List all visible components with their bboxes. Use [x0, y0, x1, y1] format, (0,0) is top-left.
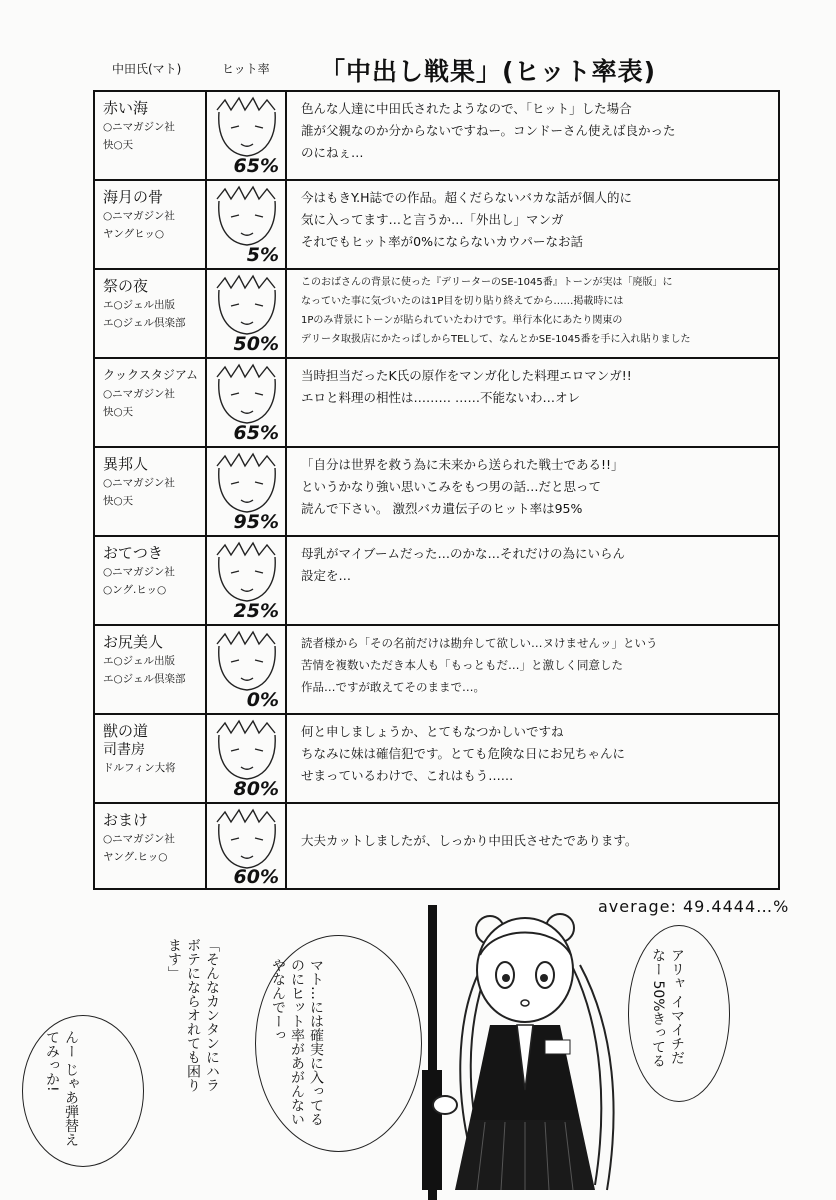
- table-row: [95, 270, 778, 359]
- work-title: おてつき: [103, 544, 163, 562]
- comment-line: というかなり強い思いこみをもつ男の話…だと思って: [301, 479, 602, 494]
- column-header-hit-rate: ヒット率: [222, 62, 270, 76]
- comment-line: 大夫カットしましたが、しっかり中田氏させたであります。: [301, 833, 638, 848]
- work-cell: [95, 448, 207, 535]
- work-cell: [95, 804, 207, 890]
- work-publisher: 司書房: [103, 742, 145, 758]
- work-cell: [95, 181, 207, 268]
- comment-line: 何と申しましょうか、とてもなつかしいですね: [301, 724, 564, 739]
- hit-rate-value: 95%: [233, 511, 279, 533]
- speech-text-right: アリャ イマイチだなー 50%きってる: [650, 948, 685, 1068]
- comment-cell: [287, 92, 778, 179]
- hit-rate-cell: [207, 537, 287, 624]
- hit-rate-value: 0%: [246, 689, 279, 711]
- work-cell: [95, 270, 207, 357]
- work-title: 海月の骨: [103, 188, 164, 206]
- comment-line: 誰が父親なのか分からないですねー。コンドーさん使えば良かった: [301, 123, 676, 138]
- comment-line: 読んで下さい。 激烈バカ遺伝子のヒット率は95%: [301, 501, 583, 516]
- work-magazine: エ○ジェル倶楽部: [103, 673, 186, 685]
- comment-line: なっていた事に気づいたのは1P目を切り貼り終えてから……掲載時には: [301, 296, 624, 307]
- work-magazine: 快○天: [103, 139, 134, 151]
- hit-rate-cell: [207, 715, 287, 802]
- work-magazine: 快○天: [103, 406, 134, 418]
- comment-line: せまっているわけで、これはもう……: [301, 768, 514, 783]
- comment-line: 母乳がマイブームだった…のかな…それだけの為にいらん: [301, 546, 626, 561]
- comment-line: このおばさんの背景に使った『デリーターのSE-1045番』トーンが実は「廃版」に: [301, 277, 673, 288]
- work-cell: [95, 92, 207, 179]
- comment-line: デリータ取扱店にかたっぱしからTELして、なんとかSE-1045番を手に入れ貼りました: [301, 334, 691, 345]
- comment-line: 当時担当だったK氏の原作をマンガ化した料理エロマンガ!!: [301, 368, 632, 383]
- work-cell: [95, 359, 207, 446]
- table-row: [95, 181, 778, 270]
- speech-text-left: 「そんなカンタンにハラボテにならオれても困ります」: [166, 938, 220, 1092]
- hit-rate-value: 60%: [233, 866, 279, 888]
- speech-text-bottom: んー じゃあ弾替えてみっか!: [44, 1030, 79, 1147]
- comment-line: 作品…ですが敢えてそのままで…。: [301, 680, 485, 694]
- work-publisher: ○ニマガジン社: [103, 477, 175, 489]
- comment-line: 1Pのみ背景にトーンが貼られていたわけです。単行本化にあたり関東の: [301, 315, 623, 326]
- comment-line: のにねぇ…: [301, 145, 364, 160]
- hit-rate-value: 65%: [233, 155, 279, 177]
- comment-cell: [287, 626, 778, 713]
- hit-rate-cell: [207, 359, 287, 446]
- table-row: [95, 359, 778, 448]
- work-title: 異邦人: [103, 455, 149, 473]
- comment-cell: [287, 715, 778, 802]
- work-publisher: エ○ジェル出版: [103, 299, 175, 311]
- work-magazine: ヤング.ヒッ○: [103, 851, 168, 863]
- comment-cell: [287, 537, 778, 624]
- table-row: [95, 537, 778, 626]
- work-cell: [95, 626, 207, 713]
- hit-rate-table: [93, 90, 780, 890]
- comment-line: 設定を…: [301, 568, 352, 583]
- comment-line: 読者様から「その名前だけは勘弁して欲しい…ヌけませんッ」という: [301, 636, 658, 650]
- average-hit-rate: average: 49.4444…%: [598, 897, 790, 916]
- speech-bubble-outline: [22, 1015, 144, 1167]
- work-cell: [95, 537, 207, 624]
- work-title: 赤い海: [103, 99, 149, 117]
- work-magazine: ○ング.ヒッ○: [103, 584, 167, 596]
- hit-rate-value: 25%: [233, 600, 279, 622]
- column-header-work: 中田氏(マト): [112, 62, 182, 76]
- girl-with-rifle-illustration: [395, 900, 645, 1200]
- work-cell: [95, 715, 207, 802]
- work-publisher: ○ニマガジン社: [103, 121, 175, 133]
- work-publisher: ○ニマガジン社: [103, 566, 175, 578]
- hit-rate-value: 65%: [233, 422, 279, 444]
- page-title: 「中出し戦果」(ヒット率表): [320, 57, 657, 86]
- comment-line: 今はもきY.H誌での作品。超くだらないバカな話が個人的に: [301, 190, 632, 205]
- hit-rate-value: 50%: [233, 333, 279, 355]
- table-row: [95, 715, 778, 804]
- work-publisher: ○ニマガジン社: [103, 388, 175, 400]
- comment-cell: [287, 181, 778, 268]
- work-magazine: ドルフィン大将: [103, 762, 176, 774]
- work-magazine: ヤングヒッ○: [103, 228, 165, 240]
- table-row: [95, 626, 778, 715]
- comment-cell: [287, 804, 778, 890]
- comment-cell: [287, 359, 778, 446]
- comment-line: 苦情を複数いただき本人も「もっともだ…」と激しく同意した: [301, 658, 623, 672]
- work-title: クックスタジアム: [103, 368, 199, 382]
- hit-rate-cell: [207, 92, 287, 179]
- work-title: おまけ: [103, 811, 149, 829]
- table-row: [95, 92, 778, 181]
- comment-cell: [287, 270, 778, 357]
- work-title: 獣の道: [103, 722, 149, 740]
- work-publisher: エ○ジェル出版: [103, 655, 175, 667]
- table-row: [95, 804, 778, 890]
- hit-rate-value: 80%: [233, 778, 279, 800]
- hit-rate-cell: [207, 448, 287, 535]
- comment-line: ちなみに妹は確信犯です。とても危険な日にお兄ちゃんに: [301, 746, 626, 761]
- work-publisher: ○ニマガジン社: [103, 210, 175, 222]
- speech-text-middle: マト…には確実に入ってるのにヒット率があがんないやなんでーっ: [270, 958, 324, 1126]
- work-magazine: エ○ジェル倶楽部: [103, 317, 186, 329]
- hit-rate-cell: [207, 270, 287, 357]
- comment-line: エロと料理の相性は……… ……不能ないわ…オレ: [301, 390, 580, 405]
- comment-line: それでもヒット率が0%にならないカウパーなお話: [301, 234, 583, 249]
- table-row: [95, 448, 778, 537]
- comment-line: 「自分は世界を救う為に未来から送られた戦士である!!」: [301, 457, 624, 472]
- comment-line: 色んな人達に中田氏されたようなので、「ヒット」した場合: [301, 101, 632, 116]
- hit-rate-cell: [207, 181, 287, 268]
- comment-line: 気に入ってます…と言うか…「外出し」マンガ: [301, 212, 564, 227]
- hit-rate-cell: [207, 804, 287, 890]
- hit-rate-value: 5%: [246, 244, 279, 266]
- hit-rate-cell: [207, 626, 287, 713]
- comment-cell: [287, 448, 778, 535]
- work-publisher: ○ニマガジン社: [103, 833, 175, 845]
- work-title: 祭の夜: [103, 277, 149, 295]
- work-title: お尻美人: [103, 633, 164, 651]
- work-magazine: 快○天: [103, 495, 134, 507]
